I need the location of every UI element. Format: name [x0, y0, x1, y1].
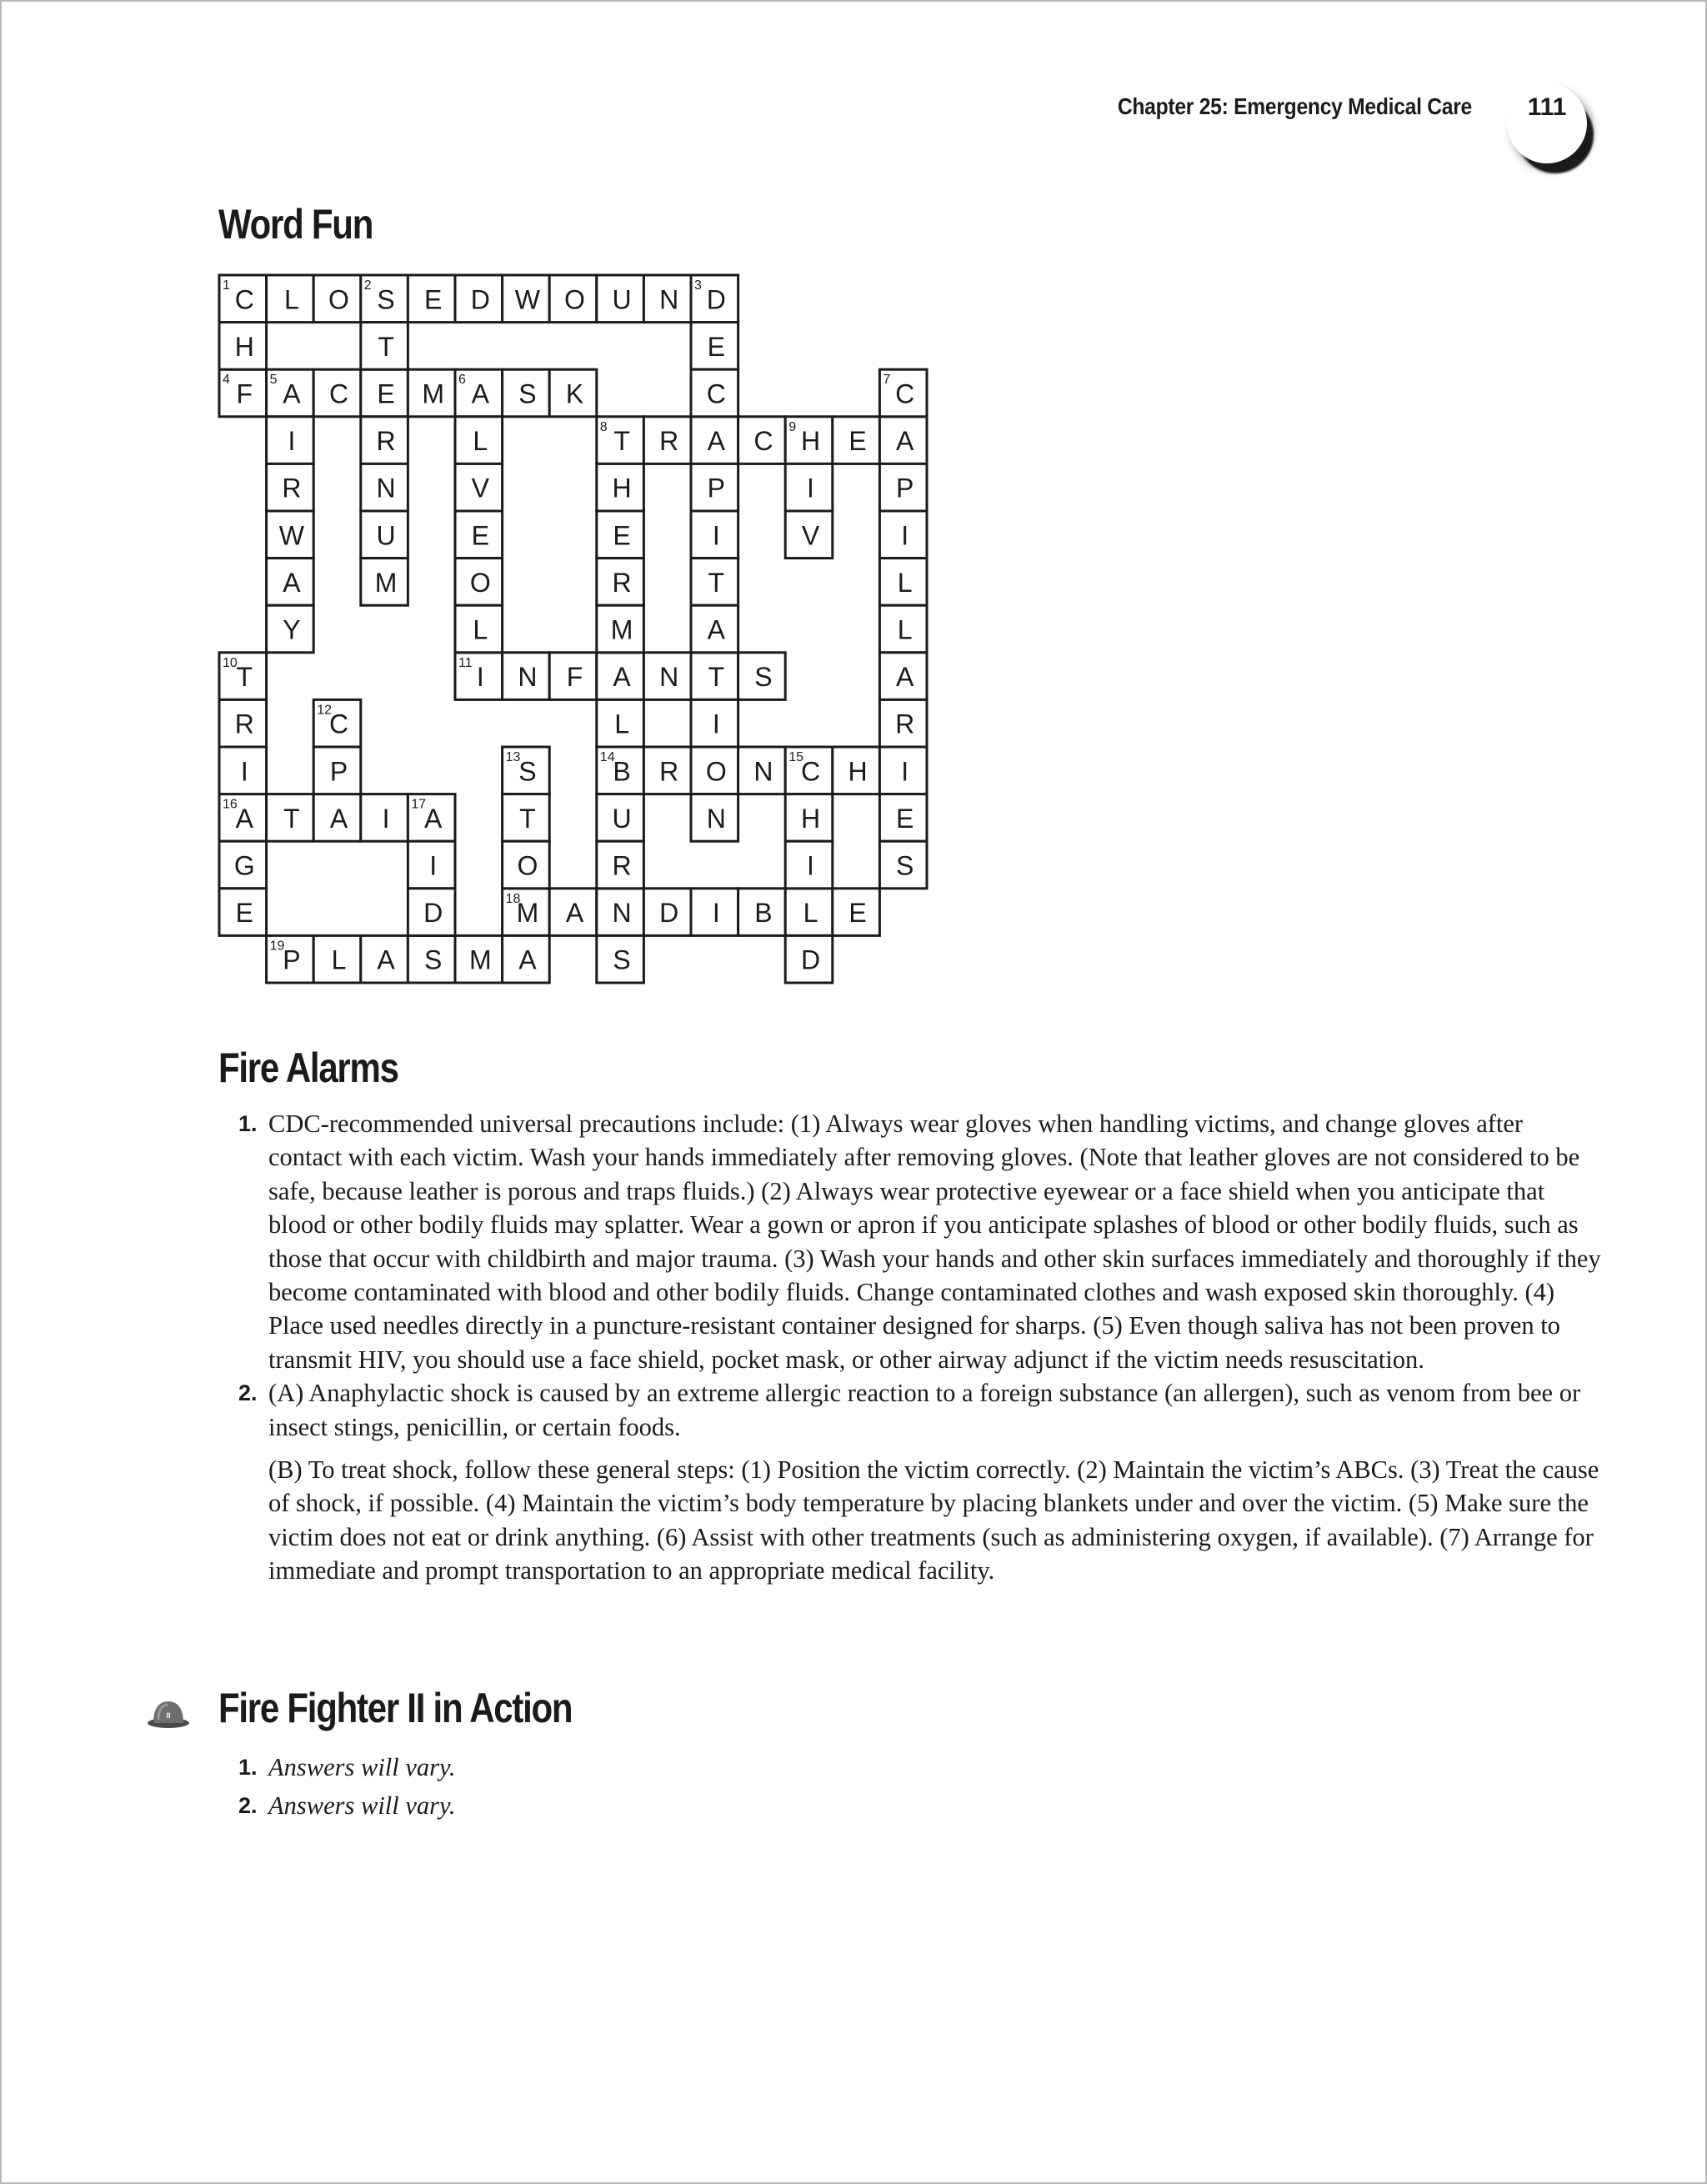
crossword-letter: L	[473, 614, 488, 645]
crossword-letter: I	[240, 756, 248, 787]
helmet-badge-text: II	[166, 1711, 171, 1720]
crossword-letter: E	[424, 284, 443, 315]
crossword-letter: A	[565, 898, 584, 929]
word-fun-heading: Word Fun	[218, 201, 373, 248]
crossword-letter: A	[707, 614, 725, 645]
answer-paragraph: (A) Anaphylactic shock is caused by an extreme allergic reaction to a foreign substance (an allergen), such as venom from bee or insect stings, penicillin, or certain foods.	[268, 1379, 1581, 1441]
clue-number: 2	[363, 278, 372, 293]
crossword-letter: H	[848, 756, 868, 787]
crossword-letter: N	[518, 662, 538, 693]
clue-number: 7	[883, 373, 891, 388]
crossword-letter: I	[712, 520, 720, 551]
crossword-letter: G	[233, 850, 255, 881]
crossword-letter: O	[328, 284, 349, 315]
crossword-letter: I	[807, 850, 814, 881]
crossword-letter: C	[328, 378, 349, 409]
crossword-letter: A	[471, 378, 489, 409]
crossword-letter: M	[374, 567, 398, 598]
crossword-letter: T	[236, 662, 253, 693]
crossword-letter: I	[901, 756, 909, 787]
crossword-letter: T	[708, 662, 725, 693]
crossword-letter: I	[382, 803, 390, 834]
crossword-letter: P	[896, 473, 914, 503]
crossword-letter: O	[469, 567, 491, 598]
crossword-letter: T	[283, 803, 300, 834]
crossword-letter: U	[376, 520, 396, 551]
ff2-heading: Fire Fighter II in Action	[218, 1685, 573, 1731]
clue-number: 11	[458, 655, 473, 670]
clue-number: 3	[694, 278, 702, 293]
crossword-letter: F	[236, 378, 253, 409]
crossword-letter: E	[707, 331, 725, 362]
crossword-letter: R	[282, 473, 302, 503]
crossword-letter: U	[612, 284, 632, 315]
crossword-letter: L	[284, 284, 299, 315]
crossword-letter: A	[613, 662, 631, 693]
crossword-letter: R	[895, 709, 915, 739]
crossword-letter: E	[613, 520, 631, 551]
clue-number: 6	[458, 373, 466, 388]
list-item	[218, 1751, 1602, 1784]
answer-paragraph: CDC-recommended universal precautions include: (1) Always wear gloves when handling victims, and change gloves after contact with each victim. Wash your hands immediately after removing gloves. (Note that leather gloves are not considered to be safe, because leather is porous and traps fluids.) (2) Always wear protective eyewear or a face shield when you anticipate that blood or other bodily fluids may splatter. Wear a gown or apron if you anticipate splashes of blood or other bodily fluids, such as those that occur with childbirth and major trauma. (3) Wash your hands and other skin surfaces immediately and thoroughly if they become contaminated with blood and other bodily fluids. Change contaminated clothes and wash exposed skin thoroughly. (4) Place used needles directly in a puncture-resistant container designed for sharps. (5) Even though saliva has not been proven to transmit HIV, you should use a face shield, pocket mask, or other airway adjunct if the victim needs resuscitation.	[268, 1110, 1601, 1374]
crossword-letter: H	[800, 426, 821, 457]
crossword-letter: A	[896, 426, 914, 457]
clue-number: 8	[599, 419, 608, 434]
crossword-letter: N	[753, 756, 773, 787]
crossword-letter: M	[422, 378, 445, 409]
item-number: 1.	[238, 1111, 258, 1136]
crossword-letter: D	[800, 944, 821, 975]
clue-number: 18	[505, 891, 521, 906]
crossword-letter: S	[424, 944, 443, 975]
crossword-letter: N	[706, 803, 726, 834]
crossword-letter: P	[707, 473, 725, 503]
crossword-letter: T	[708, 567, 725, 598]
crossword-letter: C	[328, 709, 349, 739]
crossword-letter: S	[518, 378, 537, 409]
crossword-letter: C	[706, 378, 726, 409]
crossword-letter: C	[753, 426, 773, 457]
clue-number: 12	[317, 703, 332, 718]
crossword-letter: U	[612, 803, 632, 834]
crossword-letter: N	[612, 898, 632, 929]
crossword-letter: R	[659, 756, 679, 787]
answer-text: Answers will vary.	[268, 1753, 456, 1781]
crossword-letter: I	[712, 898, 720, 929]
crossword-letter: N	[376, 473, 396, 503]
crossword-letter: H	[612, 473, 632, 503]
crossword-letter: E	[896, 803, 914, 834]
crossword-letter: H	[800, 803, 821, 834]
crossword-letter: A	[283, 567, 301, 598]
crossword-letter: A	[518, 944, 537, 975]
crossword-letter: T	[519, 803, 536, 834]
clue-number: 4	[223, 373, 230, 388]
list-item	[218, 1789, 1602, 1822]
crossword-letter: R	[376, 426, 396, 457]
crossword-letter: B	[613, 756, 631, 787]
crossword-letter: O	[517, 850, 538, 881]
crossword-letter: P	[283, 944, 301, 975]
crossword-letter: I	[288, 426, 296, 457]
crossword-letter: F	[566, 662, 583, 693]
crossword-grid	[0, 0, 1707, 1000]
fire-alarms-list	[218, 1107, 1602, 1588]
crossword-letter: R	[659, 426, 679, 457]
crossword-letter: P	[329, 756, 348, 787]
crossword-letter: N	[659, 662, 679, 693]
clue-number: 14	[599, 750, 615, 764]
crossword-letter: L	[473, 426, 488, 457]
crossword-letter: H	[234, 331, 254, 362]
crossword-letter: D	[706, 284, 726, 315]
crossword-letter: R	[234, 709, 254, 739]
crossword-letter: E	[377, 378, 395, 409]
list-item	[218, 1376, 1602, 1587]
crossword-letter: E	[848, 898, 867, 929]
crossword-letter: D	[470, 284, 490, 315]
list-item	[218, 1107, 1602, 1376]
fire-alarms-heading: Fire Alarms	[218, 1044, 398, 1091]
running-head: Chapter 25: Emergency Medical Care	[1117, 93, 1472, 119]
crossword-letter: V	[801, 520, 820, 551]
crossword-letter: S	[754, 662, 773, 693]
crossword-letter: C	[234, 284, 254, 315]
clue-number: 10	[223, 655, 238, 670]
crossword-letter: M	[610, 614, 633, 645]
crossword-letter: I	[901, 520, 909, 551]
crossword-letter: R	[612, 850, 632, 881]
crossword-letter: S	[377, 284, 395, 315]
crossword-letter: W	[514, 284, 541, 315]
ff2-list	[218, 1751, 1602, 1823]
crossword-letter: T	[378, 331, 394, 362]
crossword-letter: W	[278, 520, 305, 551]
crossword-letter: S	[896, 850, 914, 881]
crossword-letter: E	[235, 898, 253, 929]
clue-number: 1	[223, 278, 230, 293]
crossword-letter: A	[424, 803, 443, 834]
clue-number: 9	[788, 419, 797, 434]
answer-paragraph: (B) To treat shock, follow these general steps: (1) Position the victim correctly. (2) Maintain the victim’s ABCs. (3) Treat the cause of shock, if possible. (4) Maintain the victim’s body temperature by placing blankets under and over the victim. (5) Make sure the victim does not eat or drink anything. (6) Assist with other treatments (such as administering oxygen, if available). (7) Arrange for immediate and prompt transportation to an appropriate medical facility.	[268, 1455, 1599, 1585]
crossword-letter: I	[476, 662, 484, 693]
crossword-letter: E	[471, 520, 489, 551]
crossword-letter: S	[518, 756, 537, 787]
clue-number: 5	[269, 373, 278, 388]
crossword-letter: A	[377, 944, 395, 975]
crossword-letter: O	[564, 284, 585, 315]
clue-number: 17	[411, 797, 427, 812]
item-number: 2.	[238, 1380, 258, 1406]
crossword-letter: A	[235, 803, 253, 834]
item-number: 1.	[238, 1755, 258, 1780]
crossword-letter: D	[659, 898, 679, 929]
clue-number: 15	[788, 750, 803, 764]
crossword-letter: A	[329, 803, 348, 834]
crossword-letter: L	[897, 614, 913, 645]
crossword-letter: M	[468, 944, 492, 975]
crossword-letter: I	[712, 709, 720, 739]
crossword-letter: A	[283, 378, 301, 409]
crossword-letter: A	[896, 662, 914, 693]
crossword-letter: N	[659, 284, 679, 315]
crossword-letter: L	[331, 944, 347, 975]
crossword-letter: I	[429, 850, 438, 881]
crossword-letter: L	[614, 709, 629, 739]
crossword-letter: S	[613, 944, 631, 975]
crossword-letter: R	[612, 567, 632, 598]
helmet-icon	[147, 1697, 190, 1731]
crossword-letter: E	[848, 426, 867, 457]
clue-number: 19	[269, 939, 285, 954]
crossword-letter: V	[471, 473, 489, 503]
crossword-letter: K	[565, 378, 584, 409]
crossword-letter: C	[895, 378, 915, 409]
crossword-letter: L	[897, 567, 913, 598]
crossword-letter: T	[613, 426, 630, 457]
page-number: 111	[1527, 93, 1567, 121]
item-number: 2.	[238, 1793, 258, 1819]
crossword-letter: I	[807, 473, 814, 503]
crossword-letter: L	[803, 898, 818, 929]
crossword-letter: D	[423, 898, 443, 929]
crossword-letter: B	[754, 898, 773, 929]
crossword-letter: M	[516, 898, 539, 929]
crossword-letter: Y	[283, 614, 301, 645]
crossword-letter: A	[707, 426, 725, 457]
crossword-letter: C	[800, 756, 821, 787]
answer-text: Answers will vary.	[268, 1791, 456, 1821]
crossword-letter: O	[705, 756, 727, 787]
clue-number: 13	[505, 750, 521, 764]
clue-number: 16	[223, 797, 238, 812]
